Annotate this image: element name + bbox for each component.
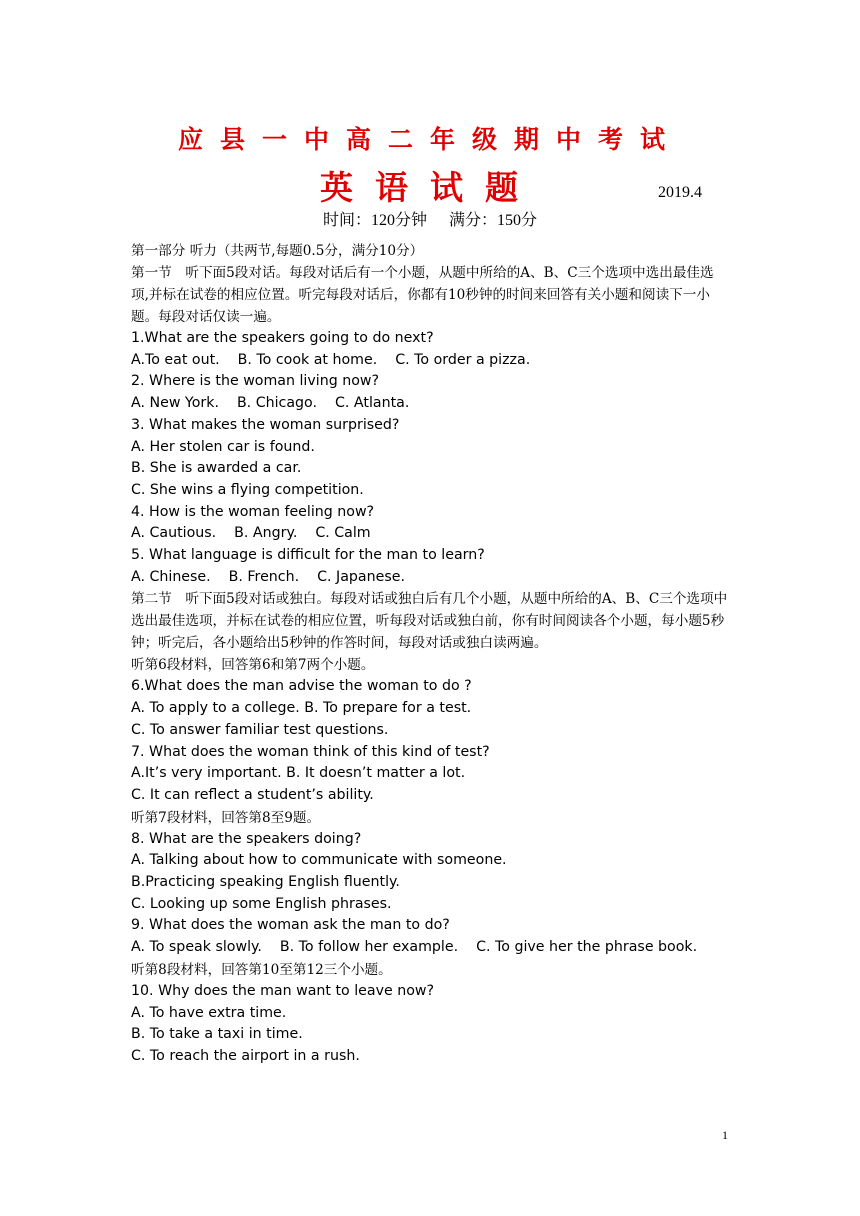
question-9: 9. What does the woman ask the man to do?: [131, 917, 450, 934]
subject-title: 英语试题: [320, 168, 540, 207]
question-9-options: [131, 937, 731, 959]
material-8-note: 听第8段材料，回答第10至第12三个小题。: [131, 961, 392, 978]
option: A. Chinese.: [131, 568, 211, 585]
question-8-option-a: A. Talking about how to communicate with someone.: [131, 852, 507, 869]
question-3-option-b: B. She is awarded a car.: [131, 460, 302, 477]
question-6: 6.What does the man advise the woman to do ?: [131, 678, 472, 695]
option: A. Cautious.: [131, 525, 217, 542]
question-6-option-c: C. To answer familiar test questions.: [131, 721, 389, 738]
question-10-option-b: B. To take a taxi in time.: [131, 1026, 303, 1043]
section2-instructions: 第二节 听下面5段对话或独白。每段对话或独白后有几个小题，从题中所给的A、B、C三个选项中选出最佳选项，并标在试卷的相应位置，听每段对话或独白前，你有时间阅读各个小题，每小题5秒钟；听完后，各小题给出5秒钟的作答时间，每段对话或独白读两遍。: [131, 591, 728, 652]
question-10-option-c: C. To reach the airport in a rush.: [131, 1047, 360, 1064]
question-7-option-c: C. It can reflect a student’s ability.: [131, 786, 374, 803]
option: C. To order a pizza.: [395, 351, 531, 368]
question-4-options: [131, 523, 731, 545]
option: C. Calm: [315, 525, 371, 542]
question-2-options: [131, 393, 731, 415]
exam-content: [131, 240, 731, 1068]
option: A.To eat out.: [131, 351, 220, 368]
option: B. Angry.: [234, 525, 298, 542]
question-1-options: [131, 350, 731, 372]
question-8-option-c: C. Looking up some English phrases.: [131, 895, 392, 912]
question-10: 10. Why does the man want to leave now?: [131, 982, 435, 999]
option: C. Atlanta.: [335, 395, 410, 412]
question-6-options-ab: A. To apply to a college. B. To prepare for a test.: [131, 700, 472, 717]
option: C. Japanese.: [317, 568, 405, 585]
question-10-option-a: A. To have extra time.: [131, 1004, 287, 1021]
option: B. To follow her example.: [279, 939, 459, 956]
question-7: 7. What does the woman think of this kind of test?: [131, 743, 490, 760]
exam-time: 时间：120分钟: [322, 212, 427, 229]
question-5-options: [131, 567, 731, 589]
question-3-option-c: C. She wins a flying competition.: [131, 481, 364, 498]
question-5: 5. What language is difficult for the man to learn?: [131, 547, 485, 564]
page-number: 1: [722, 1128, 728, 1142]
question-4: 4. How is the woman feeling now?: [131, 503, 375, 520]
part-heading: 第一部分 听力（共两节,每题0.5分，满分10分）: [131, 243, 424, 259]
option: B. French.: [228, 568, 300, 585]
exam-score: 满分：150分: [449, 212, 538, 229]
question-8-option-b: B.Practicing speaking English fluently.: [131, 874, 400, 891]
option: B. To cook at home.: [237, 351, 378, 368]
material-7-note: 听第7段材料，回答第8至9题。: [131, 809, 321, 826]
option: B. Chicago.: [236, 395, 317, 412]
exam-date: 2019.4: [658, 184, 702, 201]
exam-meta: [0, 207, 860, 230]
material-6-note: 听第6段材料，回答第6和第7两个小题。: [131, 657, 375, 674]
question-3: 3. What makes the woman surprised?: [131, 416, 400, 433]
option: C. To give her the phrase book.: [476, 939, 698, 956]
question-2: 2. Where is the woman living now?: [131, 373, 380, 390]
option: A. New York.: [131, 395, 219, 412]
option: A. To speak slowly.: [131, 939, 262, 956]
question-8: 8. What are the speakers doing?: [131, 830, 362, 847]
school-title: 应县一中高二年级期中考试: [177, 125, 682, 154]
section1-instructions: 第一节 听下面5段对话。每段对话后有一个小题，从题中所给的A、B、C三个选项中选出最佳选项,并标在试卷的相应位置。听完每段对话后，你都有10秒钟的时间来回答有关小题和阅读下一小题。每段对话仅读一遍。: [131, 265, 714, 325]
question-1: 1.What are the speakers going to do next?: [131, 330, 434, 346]
question-3-option-a: A. Her stolen car is found.: [131, 438, 315, 455]
question-7-options-ab: A.It’s very important. B. It doesn’t matter a lot.: [131, 765, 466, 782]
